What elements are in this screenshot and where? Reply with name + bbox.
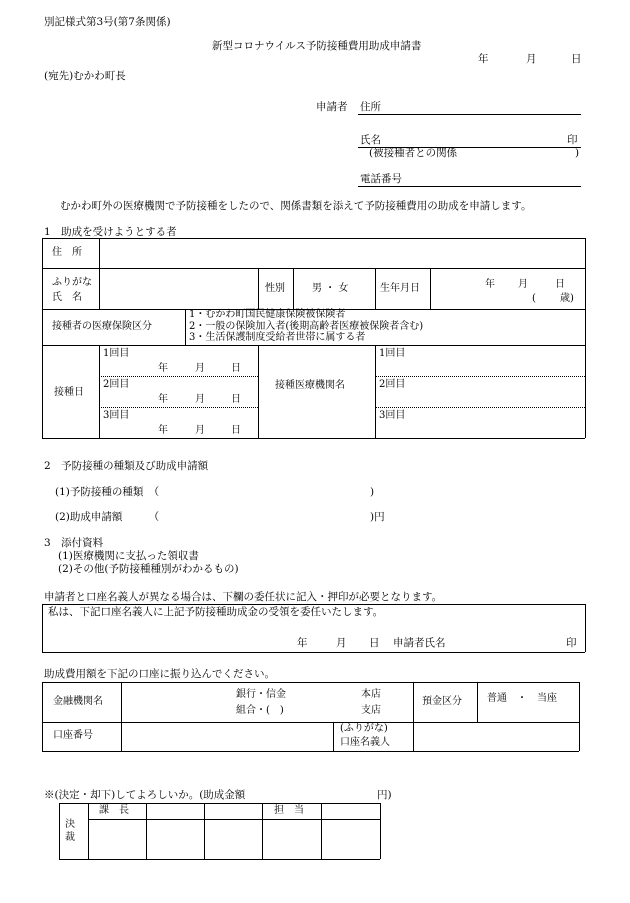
main-branch-label[interactable]: 本店 (361, 689, 381, 700)
dose-2-label: 2回目 (103, 379, 130, 390)
staff-label: 担 当 (274, 805, 304, 816)
amount-close: )円 (370, 511, 385, 523)
birth-month-label: 月 (518, 279, 528, 290)
insurance-label: 接種者の医療保険区分 (52, 321, 152, 332)
institution-label: 接種医療機関名 (275, 380, 345, 391)
amount-label[interactable]: (2)助成申請額 （ (55, 511, 160, 523)
relation-label: (被接種者との関係 (369, 147, 458, 159)
approval-unit: 円) (377, 789, 392, 801)
birth-year-label: 年 (485, 279, 495, 290)
insurance-option-1[interactable]: 1・むかわ町国民健康保険被保険者 (189, 309, 346, 320)
deposit-type-choice[interactable]: 普通 ・ 当座 (487, 693, 557, 704)
intro-text: むかわ町外の医療機関で予防接種をしたので、関係書類を添えて予防接種費用の助成を申請します。 (60, 200, 532, 212)
bank-types-line2[interactable]: 組合・( ) (236, 705, 284, 716)
birth-date-label: 生年月日 (380, 283, 420, 294)
insurance-option-3[interactable]: 3・生活保護制度受給者世帯に属する者 (189, 332, 366, 343)
institution-dose-3[interactable]: 3回目 (379, 410, 406, 421)
delegation-note: 申請者と口座名義人が異なる場合は、下欄の委任状に記入・押印が必要となります。 (44, 591, 443, 603)
holder-name-label: 口座名義人 (340, 737, 390, 748)
delegation-seal: 印 (566, 637, 577, 649)
vaccination-date-label: 接種日 (54, 387, 84, 398)
bank-types-line1[interactable]: 銀行・信金 (236, 689, 286, 700)
dose-1-month: 月 (195, 363, 205, 374)
vaccine-type-label[interactable]: (1)予防接種の種類 （ (55, 486, 160, 498)
dose-3-month: 月 (195, 425, 205, 436)
holder-furigana-label: (ふりがな) (340, 723, 388, 734)
form-title: 新型コロナウイルス予防接種費用助成申請書 (212, 40, 422, 52)
delegation-day: 日 (369, 637, 380, 649)
recipient-address-field[interactable] (101, 240, 583, 267)
approval-line: ※(決定・却下)してよろしいか。(助成金額 (44, 789, 246, 801)
age-close: 歳) (560, 293, 574, 304)
recipient-name-field[interactable] (101, 270, 257, 308)
date-day-label: 日 (571, 53, 582, 65)
insurance-option-2[interactable]: 2・一般の保険加入者(後期高齢者医療被保険者含む) (189, 321, 424, 332)
gender-label: 性別 (265, 283, 285, 294)
dose-1-year: 年 (158, 363, 168, 374)
delegation-year: 年 (297, 637, 308, 649)
bank-institution-label: 金融機関名 (53, 696, 103, 707)
attachment-2: (2)その他(予防接種種別がわかるもの) (58, 563, 239, 575)
recipient-address-label: 住 所 (52, 247, 82, 258)
chief-label: 課 長 (99, 805, 129, 816)
date-year-label: 年 (478, 53, 489, 65)
bank-intro: 助成費用額を下記の口座に振り込んでください。 (44, 668, 275, 680)
dose-1-day: 日 (231, 363, 241, 374)
holder-name-field[interactable] (415, 724, 577, 749)
dose-2-year: 年 (158, 394, 168, 405)
birth-day-label: 日 (555, 279, 565, 290)
dose-3-label: 3回目 (103, 410, 130, 421)
section3-heading: 3 添付資料 (44, 537, 104, 549)
vaccine-type-close: ) (370, 486, 375, 498)
relation-close: ) (575, 147, 580, 159)
attachment-1: (1)医療機関に支払った領収書 (58, 550, 199, 562)
delegation-statement: 私は、下記口座名義人に上記予防接種助成金の受領を委任いたします。 (48, 606, 384, 618)
section1-heading: 1 助成を受けようとする者 (44, 226, 177, 238)
applicant-label: 申請者 (316, 101, 348, 113)
dose-3-year: 年 (158, 425, 168, 436)
branch-label[interactable]: 支店 (361, 705, 381, 716)
account-number-field[interactable] (123, 724, 331, 749)
institution-dose-2[interactable]: 2回目 (379, 379, 406, 390)
applicant-name-label: 氏名 (360, 134, 381, 146)
section2-heading: 2 予防接種の種類及び助成申請額 (44, 460, 209, 472)
recipient-name-label: 氏 名 (52, 292, 82, 303)
applicant-address-line[interactable] (358, 114, 581, 115)
delegation-signer-label: 申請者氏名 (393, 637, 446, 649)
dose-1-label: 1回目 (103, 348, 130, 359)
applicant-address-label: 住所 (360, 101, 381, 113)
decision-label: 決裁 (65, 819, 75, 843)
furigana-label: ふりがな (52, 277, 92, 288)
account-number-label: 口座番号 (53, 730, 93, 741)
delegation-month: 月 (336, 637, 347, 649)
form-number: 別記様式第3号(第7条関係) (44, 16, 171, 28)
deposit-type-label: 預金区分 (422, 696, 462, 707)
dose-2-month: 月 (195, 394, 205, 405)
institution-dose-1[interactable]: 1回目 (379, 348, 406, 359)
applicant-seal: 印 (567, 134, 578, 146)
applicant-phone-line[interactable] (358, 186, 581, 187)
dose-3-day: 日 (231, 425, 241, 436)
addressee: (宛先)むかわ町長 (44, 70, 126, 82)
age-open: ( (532, 293, 536, 304)
dose-2-day: 日 (231, 394, 241, 405)
gender-choice[interactable]: 男 ・ 女 (312, 283, 349, 294)
date-month-label: 月 (526, 53, 537, 65)
applicant-phone-label: 電話番号 (360, 173, 402, 185)
